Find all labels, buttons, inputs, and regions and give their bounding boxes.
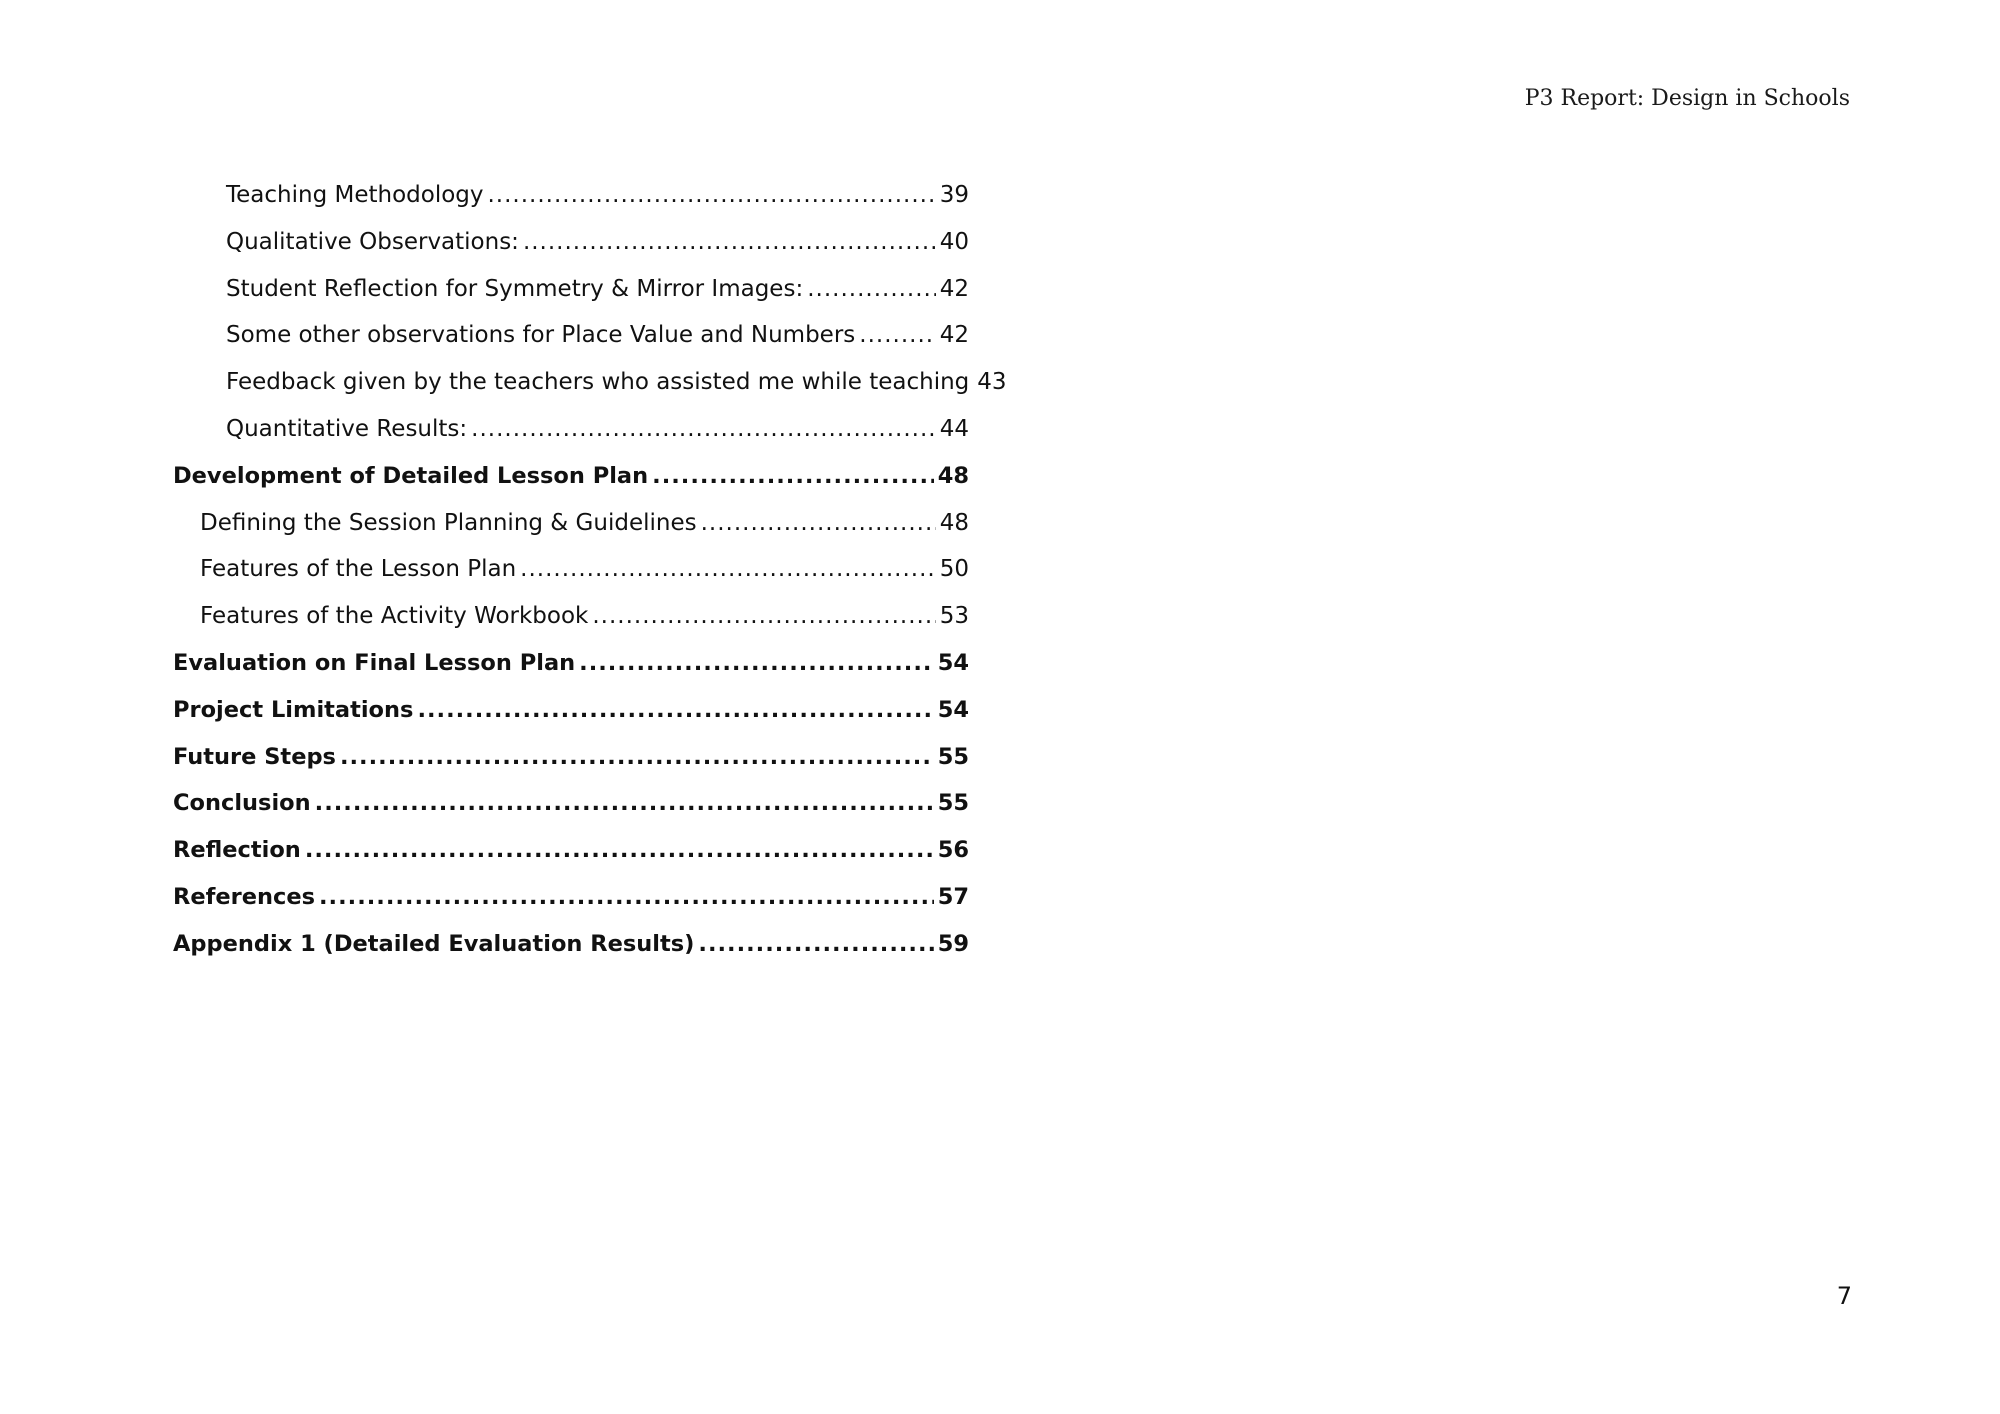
toc-entry-page: 55	[937, 743, 969, 770]
toc-entry-page: 42	[939, 322, 969, 349]
toc-entry-title: Features of the Activity Workbook	[200, 603, 589, 630]
toc-entry-teacher-feedback[interactable]	[173, 359, 1007, 406]
running-header: P3 Report: Design in Schools	[1524, 86, 1850, 111]
toc-entry-page: 44	[939, 415, 969, 442]
toc-dot-leader	[592, 593, 935, 640]
toc-entry-conclusion[interactable]	[173, 780, 969, 827]
toc-entry-page: 39	[939, 182, 969, 208]
toc-entry-quantitative-results[interactable]	[173, 406, 969, 453]
toc-dot-leader	[488, 172, 936, 219]
toc-dot-leader	[701, 500, 936, 547]
toc-entry-workbook-features[interactable]	[173, 593, 969, 640]
toc-dot-leader	[305, 827, 934, 874]
toc-entry-page: 55	[937, 790, 969, 817]
toc-entry-title: Future Steps	[173, 743, 336, 770]
toc-entry-page: 48	[939, 509, 969, 536]
toc-entry-title: Evaluation on Final Lesson Plan	[173, 649, 576, 676]
toc-entry-title: Reflection	[173, 837, 301, 864]
toc-entry-page: 57	[937, 883, 969, 910]
toc-dot-leader	[859, 312, 935, 359]
toc-entry-project-limitations[interactable]	[173, 687, 969, 734]
toc-dot-leader	[340, 734, 934, 781]
toc-entry-development-lesson-plan[interactable]	[173, 453, 969, 500]
toc-entry-page: 42	[939, 275, 969, 302]
toc-entry-evaluation[interactable]	[173, 640, 969, 687]
toc-entry-title: Appendix 1 (Detailed Evaluation Results)	[173, 930, 695, 957]
toc-entry-title: Qualitative Observations:	[226, 228, 519, 255]
toc-entry-page: 59	[937, 930, 969, 957]
toc-entry-title: Conclusion	[173, 790, 311, 817]
toc-entry-session-planning[interactable]	[173, 500, 969, 547]
page-number: 7	[1836, 1282, 1852, 1310]
toc-dot-leader	[471, 406, 936, 453]
toc-entry-title: Feedback given by the teachers who assisted me while teaching	[226, 369, 970, 396]
toc-dot-leader	[652, 453, 934, 500]
toc-entry-lesson-plan-features[interactable]	[173, 546, 969, 593]
toc-dot-leader	[698, 921, 933, 968]
toc-entry-title: Development of Detailed Lesson Plan	[173, 462, 649, 489]
toc-entry-title: Quantitative Results:	[226, 415, 468, 442]
toc-dot-leader	[520, 546, 936, 593]
toc-entry-page: 50	[939, 556, 969, 583]
toc-entry-page: 54	[937, 649, 969, 676]
toc-dot-leader	[315, 780, 934, 827]
toc-dot-leader	[807, 266, 936, 313]
toc-dot-leader	[579, 640, 934, 687]
toc-entry-appendix-1[interactable]	[173, 921, 969, 968]
toc-entry-title: References	[173, 883, 315, 910]
table-of-contents	[173, 172, 1007, 968]
toc-entry-title: Teaching Methodology	[226, 182, 484, 208]
toc-entry-teaching-methodology[interactable]	[173, 172, 969, 219]
toc-entry-other-observations[interactable]	[173, 312, 969, 359]
toc-entry-page: 48	[937, 462, 969, 489]
toc-entry-references[interactable]	[173, 874, 969, 921]
toc-entry-student-reflection[interactable]	[173, 266, 969, 313]
toc-entry-reflection[interactable]	[173, 827, 969, 874]
toc-entry-page: 56	[937, 837, 969, 864]
toc-dot-leader	[319, 874, 934, 921]
toc-dot-leader	[417, 687, 933, 734]
toc-entry-title: Student Reflection for Symmetry & Mirror Images:	[226, 275, 804, 302]
toc-entry-page: 40	[939, 228, 969, 255]
toc-dot-leader	[523, 219, 936, 266]
toc-entry-title: Defining the Session Planning & Guidelines	[200, 509, 697, 536]
toc-entry-title: Some other observations for Place Value and Numbers	[226, 322, 856, 349]
toc-entry-future-steps[interactable]	[173, 734, 969, 781]
toc-entry-page: 54	[937, 696, 969, 723]
toc-entry-title: Project Limitations	[173, 696, 414, 723]
toc-entry-title: Features of the Lesson Plan	[200, 556, 517, 583]
toc-entry-page: 43	[977, 369, 1007, 396]
toc-entry-qualitative-observations[interactable]	[173, 219, 969, 266]
toc-entry-page: 53	[939, 603, 969, 630]
